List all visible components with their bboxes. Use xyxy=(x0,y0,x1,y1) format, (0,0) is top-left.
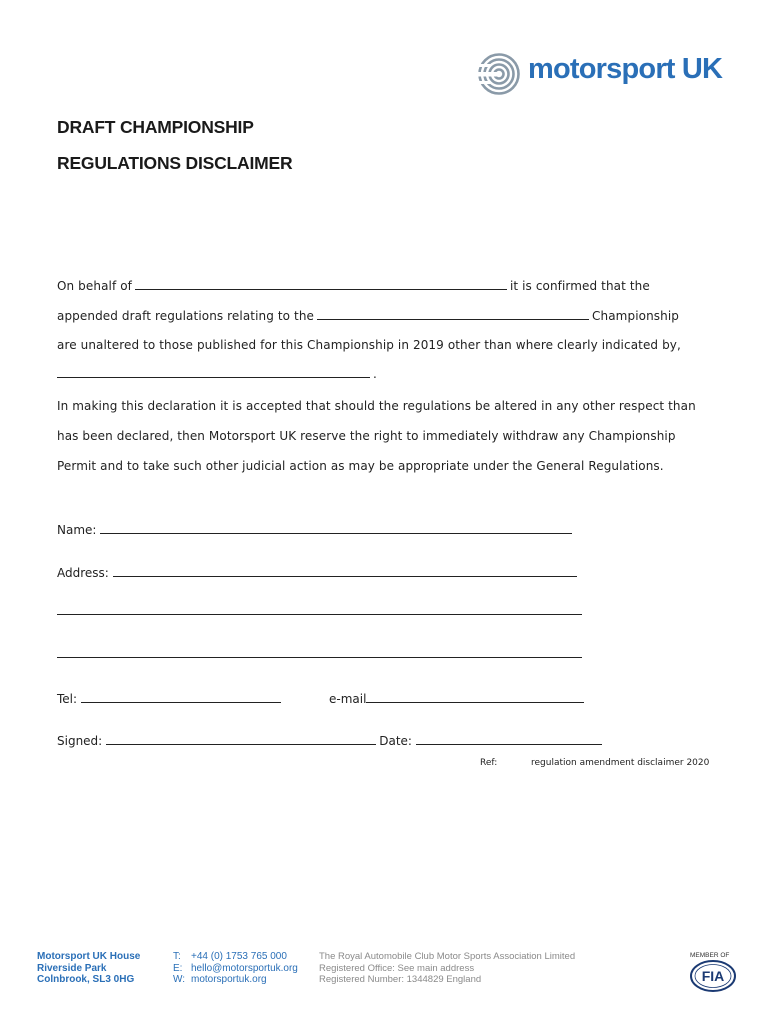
paragraph-1-line-1 xyxy=(57,278,650,293)
championship-name-blank[interactable] xyxy=(317,308,589,320)
full-stop: . xyxy=(373,367,377,381)
legal-line: Registered Number: 1344829 England xyxy=(319,974,482,985)
name-label: Name: xyxy=(57,523,97,537)
fia-text: FIA xyxy=(701,968,725,984)
phone-value[interactable]: +44 (0) 1753 765 000 xyxy=(191,951,287,962)
member-of-label: MEMBER OF xyxy=(690,952,730,959)
email-label: e-mail xyxy=(329,692,367,706)
document-title-line-2: REGULATIONS DISCLAIMER xyxy=(57,153,293,173)
tel-label: Tel: xyxy=(57,692,78,706)
email-key: E: xyxy=(173,962,183,974)
phone-key: T: xyxy=(173,951,181,962)
legal-line: The Royal Automobile Club Motor Sports Association Limited xyxy=(319,951,576,962)
motorsport-swirl-icon xyxy=(477,52,523,96)
paragraph-2-line-3: Permit and to take such other judicial action as may be appropriate under the General Regulations. xyxy=(57,459,664,473)
email-field xyxy=(329,691,587,706)
fia-logo-icon xyxy=(690,960,736,992)
paragraph-2-line-2: has been declared, then Motorsport UK reserve the right to immediately withdraw any Championship xyxy=(57,429,676,443)
confirmed-text: it is confirmed that the xyxy=(509,279,650,293)
footer-legal xyxy=(319,951,575,986)
on-behalf-of-text: On behalf of xyxy=(57,279,132,293)
paragraph-2-line-1: In making this declaration it is accepted that should the regulations be altered in any other respect than xyxy=(57,399,696,413)
footer-phone xyxy=(173,951,298,963)
signed-field xyxy=(57,733,605,748)
address-input-line-3[interactable] xyxy=(57,657,582,658)
indicated-by-blank[interactable] xyxy=(57,366,370,378)
email-input-line[interactable] xyxy=(366,691,584,703)
footer-address-line: Motorsport UK House xyxy=(37,951,141,962)
brand-wordmark: motorsport UK xyxy=(528,53,723,85)
relating-to-text: appended draft regulations relating to the xyxy=(57,309,315,323)
motorsport-uk-logo xyxy=(477,50,737,98)
address-input-line-2[interactable] xyxy=(57,614,582,615)
paragraph-1-line-2 xyxy=(57,308,679,323)
website-key: W: xyxy=(173,974,186,985)
reference-value: regulation amendment disclaimer 2020 xyxy=(531,758,710,768)
organisation-name-blank[interactable] xyxy=(135,278,507,290)
document-title-line-1: DRAFT CHAMPIONSHIP xyxy=(57,117,254,137)
signed-label: Signed: xyxy=(57,734,103,748)
signature-input-line[interactable] xyxy=(106,733,376,745)
footer-email xyxy=(173,963,298,975)
championship-text: Championship xyxy=(592,309,679,323)
address-input-line-1[interactable] xyxy=(113,565,577,577)
footer-website xyxy=(173,974,298,986)
footer-address xyxy=(37,951,140,986)
address-field xyxy=(57,565,580,580)
tel-input-line[interactable] xyxy=(81,691,281,703)
name-input-line[interactable] xyxy=(100,522,572,534)
footer-address-line: Colnbrook, SL3 0HG xyxy=(37,974,135,985)
name-field xyxy=(57,522,575,537)
footer-address-line: Riverside Park xyxy=(37,962,107,974)
website-value[interactable]: motorsportuk.org xyxy=(191,974,267,985)
legal-line: Registered Office: See main address xyxy=(319,962,475,974)
tel-field xyxy=(57,691,284,706)
date-input-line[interactable] xyxy=(416,733,602,745)
email-value[interactable]: hello@motorsportuk.org xyxy=(191,962,298,974)
footer-contact xyxy=(173,951,298,986)
reference-label: Ref: xyxy=(480,758,498,768)
paragraph-1-line-4 xyxy=(57,366,377,381)
address-label: Address: xyxy=(57,566,109,580)
date-label: Date: xyxy=(379,734,412,748)
paragraph-1-line-3: are unaltered to those published for this Championship in 2019 other than where clearly indicated by, xyxy=(57,338,681,352)
